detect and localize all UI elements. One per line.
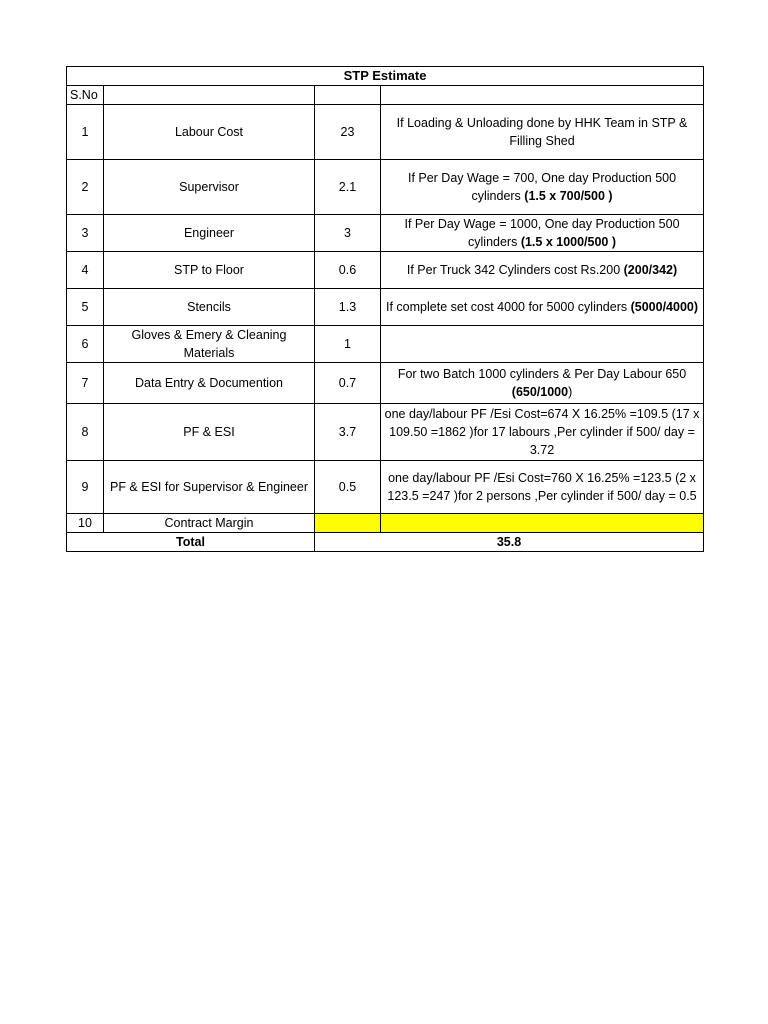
row-value: 2.1 [315, 160, 381, 215]
row-sno: 10 [67, 514, 104, 533]
row-sno: 1 [67, 105, 104, 160]
table-row [67, 252, 704, 289]
table-row [67, 215, 704, 252]
table-row [67, 514, 704, 533]
row-sno: 6 [67, 326, 104, 363]
note-text: If complete set cost 4000 for 5000 cylinders [386, 300, 631, 314]
row-note [381, 160, 704, 215]
note-text: For two Batch 1000 cylinders & Per Day Labour 650 [397, 367, 687, 381]
row-item: Stencils [104, 289, 315, 326]
row-value: 23 [315, 105, 381, 160]
table-row [67, 160, 704, 215]
row-value: 1.3 [315, 289, 381, 326]
row-sno: 2 [67, 160, 104, 215]
table-row [67, 289, 704, 326]
table-row [67, 105, 704, 160]
row-item: STP to Floor [104, 252, 315, 289]
row-item: PF & ESI [104, 404, 315, 461]
note-text: one day/labour PF /Esi Cost=760 X 16.25% =123.5 (2 x 123.5 =247 )for 2 persons ,Per cylinder if 500/ day = 0.5 [387, 471, 697, 503]
row-note [381, 461, 704, 514]
table-row [67, 404, 704, 461]
row-sno: 4 [67, 252, 104, 289]
row-value: 0.5 [315, 461, 381, 514]
note-formula: (200/342) [623, 263, 678, 277]
row-item: Contract Margin [104, 514, 315, 533]
note-text: If Loading & Unloading done by HHK Team in STP & Filling Shed [396, 116, 688, 148]
note-formula: (1.5 x 1000/500 ) [520, 235, 617, 249]
row-sno: 5 [67, 289, 104, 326]
total-value: 35.8 [315, 533, 704, 552]
row-item: Gloves & Emery & Cleaning Materials [104, 326, 315, 363]
note-header [381, 86, 704, 105]
row-note [381, 326, 704, 363]
note-text: If Per Day Wage = 1000, One day Production 500 cylinders [404, 217, 680, 249]
row-item: Supervisor [104, 160, 315, 215]
note-formula: (650/1000 [511, 385, 569, 399]
table-title: STP Estimate [67, 67, 704, 86]
row-sno: 9 [67, 461, 104, 514]
row-value: 3 [315, 215, 381, 252]
row-item: Data Entry & Documention [104, 363, 315, 404]
table-row [67, 461, 704, 514]
table-row [67, 363, 704, 404]
row-item: Engineer [104, 215, 315, 252]
note-text: one day/labour PF /Esi Cost=674 X 16.25% =109.5 (17 x 109.50 =1862 )for 17 labours ,Per cylinder if 500/ day = 3.72 [384, 407, 700, 457]
note-tail: ) [568, 385, 573, 399]
value-header [315, 86, 381, 105]
row-value: 0.7 [315, 363, 381, 404]
row-note [381, 215, 704, 252]
row-note [381, 363, 704, 404]
title-row [67, 67, 704, 86]
row-sno: 8 [67, 404, 104, 461]
note-text: If Per Truck 342 Cylinders cost Rs.200 [406, 263, 624, 277]
note-formula: (5000/4000) [630, 300, 699, 314]
sno-header: S.No [67, 86, 104, 105]
stp-estimate-table [66, 66, 704, 552]
row-value-highlight [315, 514, 381, 533]
total-row [67, 533, 704, 552]
item-header [104, 86, 315, 105]
row-note [381, 289, 704, 326]
row-value: 1 [315, 326, 381, 363]
row-item: Labour Cost [104, 105, 315, 160]
row-item: PF & ESI for Supervisor & Engineer [104, 461, 315, 514]
row-note [381, 404, 704, 461]
note-formula: (1.5 x 700/500 ) [524, 189, 613, 203]
total-label: Total [67, 533, 315, 552]
row-sno: 7 [67, 363, 104, 404]
row-note [381, 105, 704, 160]
row-note [381, 252, 704, 289]
row-value: 0.6 [315, 252, 381, 289]
row-sno: 3 [67, 215, 104, 252]
table-row [67, 326, 704, 363]
note-text: If Per Day Wage = 700, One day Production 500 cylinders [407, 171, 677, 203]
header-row [67, 86, 704, 105]
row-value: 3.7 [315, 404, 381, 461]
row-note-highlight [381, 514, 704, 533]
